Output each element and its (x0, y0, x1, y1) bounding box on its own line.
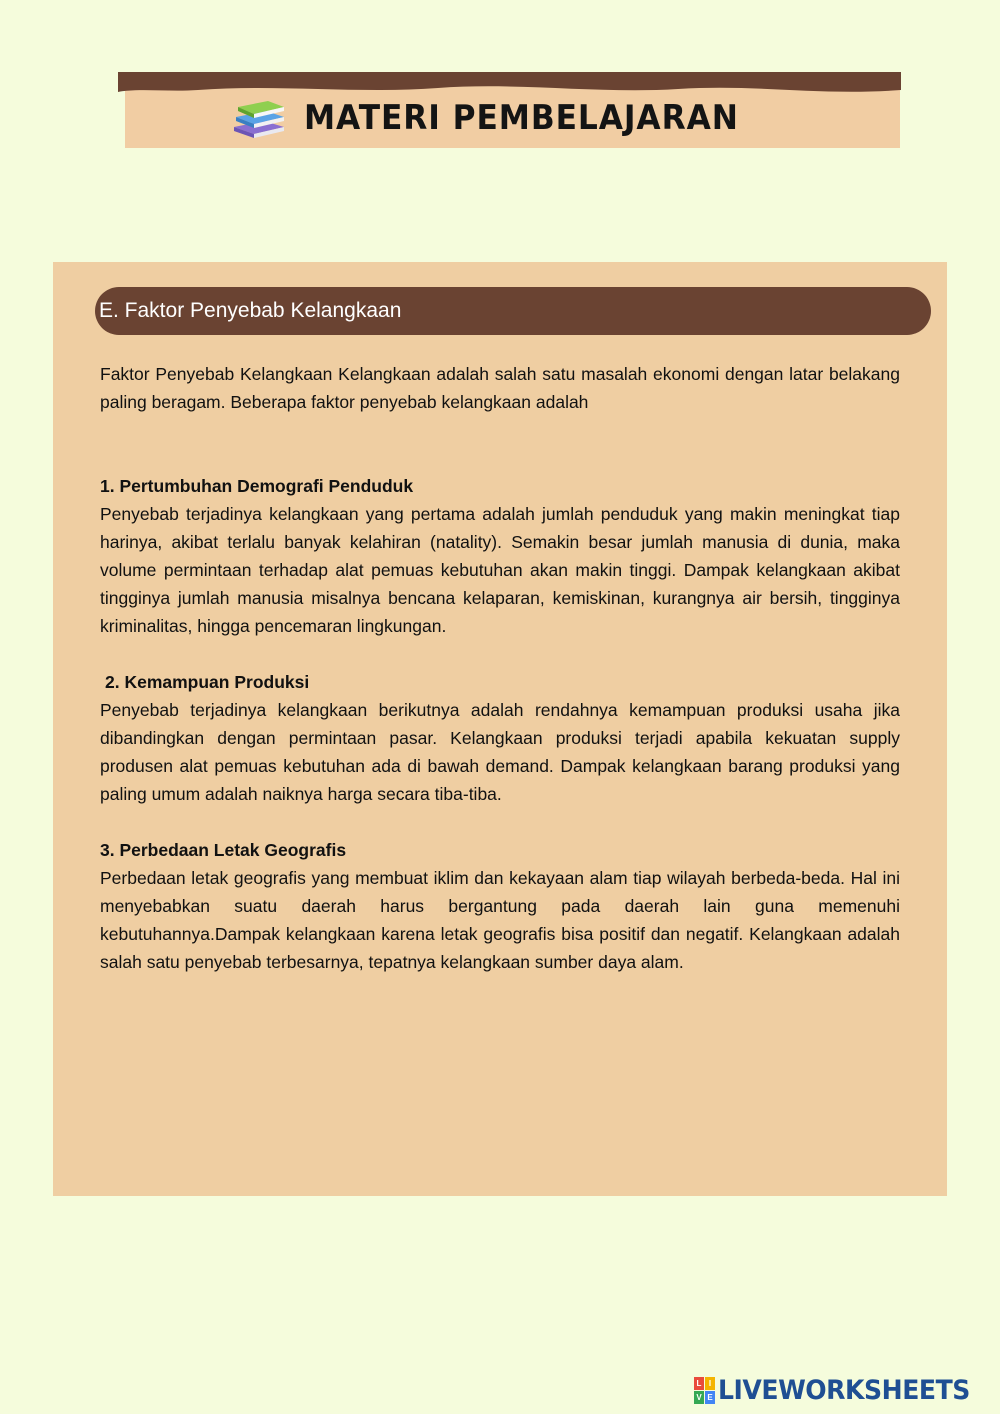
wave-decoration (118, 70, 901, 100)
section-body (100, 360, 900, 976)
books-icon (228, 97, 288, 141)
item-heading: 3. Perbedaan Letak Geografis (100, 840, 347, 860)
logo-badge-letter: I (705, 1377, 715, 1390)
page-title: MATERI PEMBELAJARAN (304, 98, 739, 138)
logo-badge-letter: V (694, 1391, 704, 1404)
section-title-bar (95, 287, 931, 335)
intro-paragraph: Faktor Penyebab Kelangkaan Kelangkaan adalah salah satu masalah ekonomi dengan latar belakang paling beragam. Beberapa faktor penyebab kelangkaan adalah (100, 364, 900, 412)
item-paragraph: Penyebab terjadinya kelangkaan yang pertama adalah jumlah penduduk yang makin meningkat tiap harinya, akibat terlalu banyak kelahiran (natality). Semakin besar jumlah manusia di dunia, maka volume permintaan terhadap alat pemuas kebutuhan akan makin tinggi. Dampak kelangkaan akibat tingginya jumlah manusia misalnya bencana kelaparan, kemiskinan, kurangnya air bersih, tingginya kriminalitas, hingga pencemaran lingkungan. (100, 504, 900, 636)
logo-badge-letter: L (694, 1377, 704, 1390)
content-panel (53, 262, 947, 1196)
section-title: E. Faktor Penyebab Kelangkaan (99, 299, 402, 322)
item-paragraph: Penyebab terjadinya kelangkaan berikutnya adalah rendahnya kemampuan produksi usaha jika dibandingkan dengan permintaan pasar. Kelangkaan produksi terjadi apabila kekuatan supply produsen alat pemuas kebutuhan ada di bawah demand. Dampak kelangkaan barang produksi yang paling umum adalah naiknya harga secara tiba-tiba. (100, 700, 900, 804)
item-paragraph: Perbedaan letak geografis yang membuat iklim dan kekayaan alam tiap wilayah berbeda-beda. Hal ini menyebabkan suatu daerah harus bergantung pada daerah lain guna memenuhi kebutuhannya.Dampak kelangkaan karena letak geografis bisa positif dan negatif. Kelangkaan adalah salah satu penyebab terbesarnya, tepatnya kelangkaan sumber daya alam. (100, 868, 900, 972)
item-heading: 1. Pertumbuhan Demografi Penduduk (100, 476, 414, 496)
logo-badge-icon (694, 1377, 715, 1404)
header-banner (118, 70, 901, 150)
logo-text: LIVEWORKSHEETS (718, 1374, 970, 1406)
logo-badge-letter: E (705, 1391, 715, 1404)
item-heading: 2. Kemampuan Produksi (105, 672, 310, 692)
liveworksheets-logo[interactable] (694, 1375, 989, 1405)
